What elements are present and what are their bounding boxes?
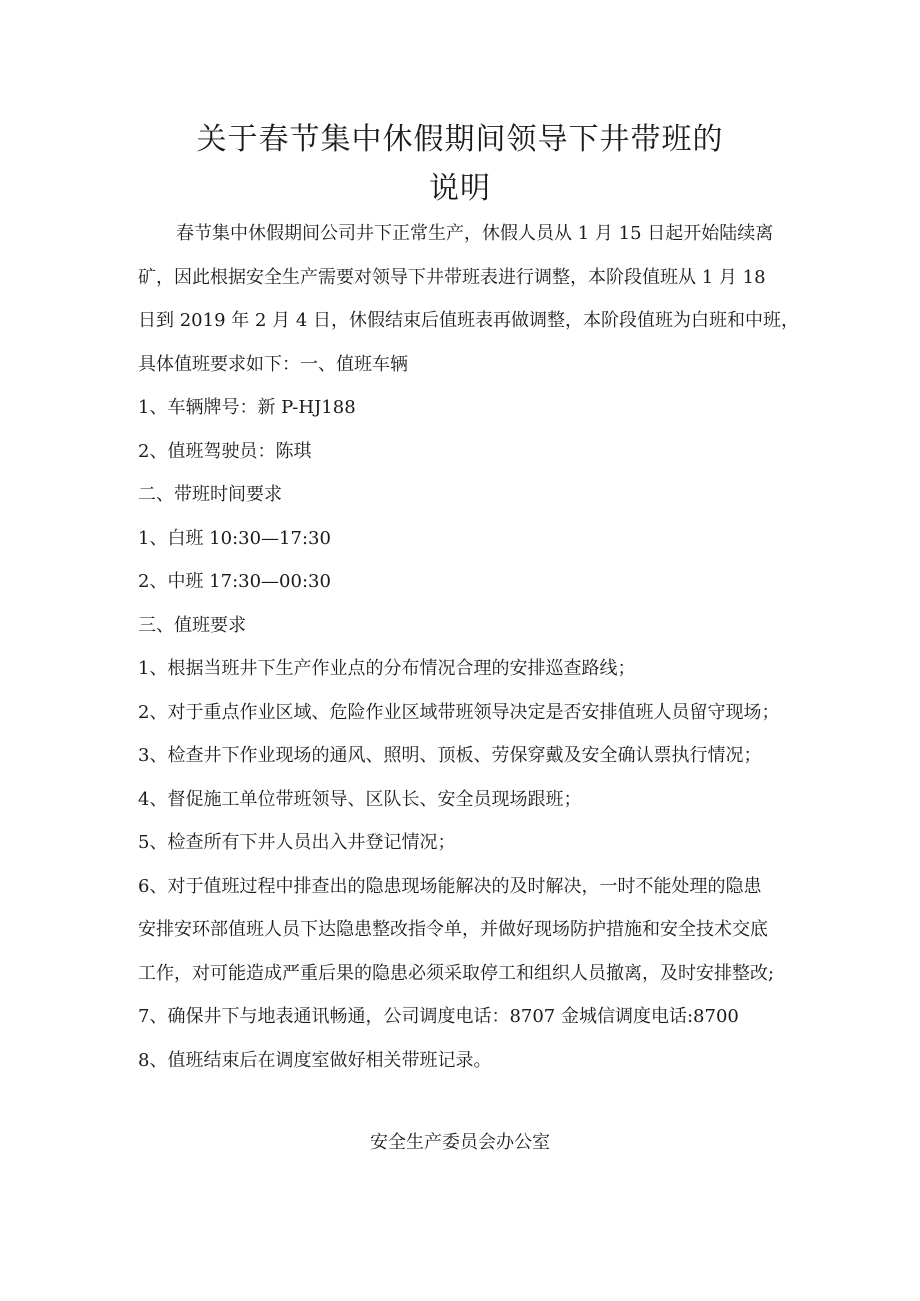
duty-item-3: 3、检查井下作业现场的通风、照明、顶板、劳保穿戴及安全确认票执行情况； [138, 745, 762, 766]
duty-heading: 三、值班要求 [138, 614, 246, 636]
duty-item-6-line-3: 工作，对可能造成严重后果的隐患必须采取停工和组织人员撤离，及时安排整改; [138, 962, 775, 984]
duty-item-6-line-2: 安排安环部值班人员下达隐患整改指令单，并做好现场防护措施和安全技术交底 [138, 919, 768, 940]
duty-item-5: 5、检查所有下井人员出入井登记情况； [138, 832, 456, 853]
duty-item-8: 8、值班结束后在调度室做好相关带班记录。 [138, 1049, 492, 1071]
document-body [138, 212, 850, 1082]
vehicle-driver: 2、值班驾驶员：陈琪 [138, 440, 312, 462]
duty-item-1: 1、根据当班井下生产作业点的分布情况合理的安排巡查路线； [138, 658, 636, 679]
document-title-line-2: 说明 [429, 171, 491, 206]
intro-line-3: 日到 2019 年 2 月 4 日，休假结束后值班表再做调整，本阶段值班为白班和中班， [138, 310, 800, 331]
document-title-line-1: 关于春节集中休假期间领导下井带班的 [196, 122, 724, 157]
vehicle-plate: 1、车辆牌号：新 P-HJ188 [138, 397, 356, 418]
intro-line-4: 具体值班要求如下：一、值班车辆 [138, 353, 408, 375]
duty-item-2: 2、对于重点作业区域、危险作业区域带班领导决定是否安排值班人员留守现场； [138, 701, 780, 723]
intro-line-1: 春节集中休假期间公司井下正常生产，休假人员从 1 月 15 日起开始陆续离 [176, 223, 774, 244]
duty-item-7: 7、确保井下与地表通讯畅通，公司调度电话：8707 金城信调度电话:8700 [138, 1006, 739, 1027]
shift-time-heading: 二、带班时间要求 [138, 484, 282, 505]
intro-line-2: 矿，因此根据安全生产需要对领导下井带班表进行调整，本阶段值班从 1 月 18 [138, 266, 766, 288]
shift-mid: 2、中班 17:30—00:30 [138, 571, 331, 592]
issuer-signature: 安全生产委员会办公室 [370, 1132, 550, 1153]
shift-day: 1、白班 10:30—17:30 [138, 527, 331, 549]
duty-item-4: 4、督促施工单位带班领导、区队长、安全员现场跟班； [138, 788, 582, 810]
duty-item-6-line-1: 6、对于值班过程中排查出的隐患现场能解决的及时解决，一时不能处理的隐患 [138, 875, 762, 897]
